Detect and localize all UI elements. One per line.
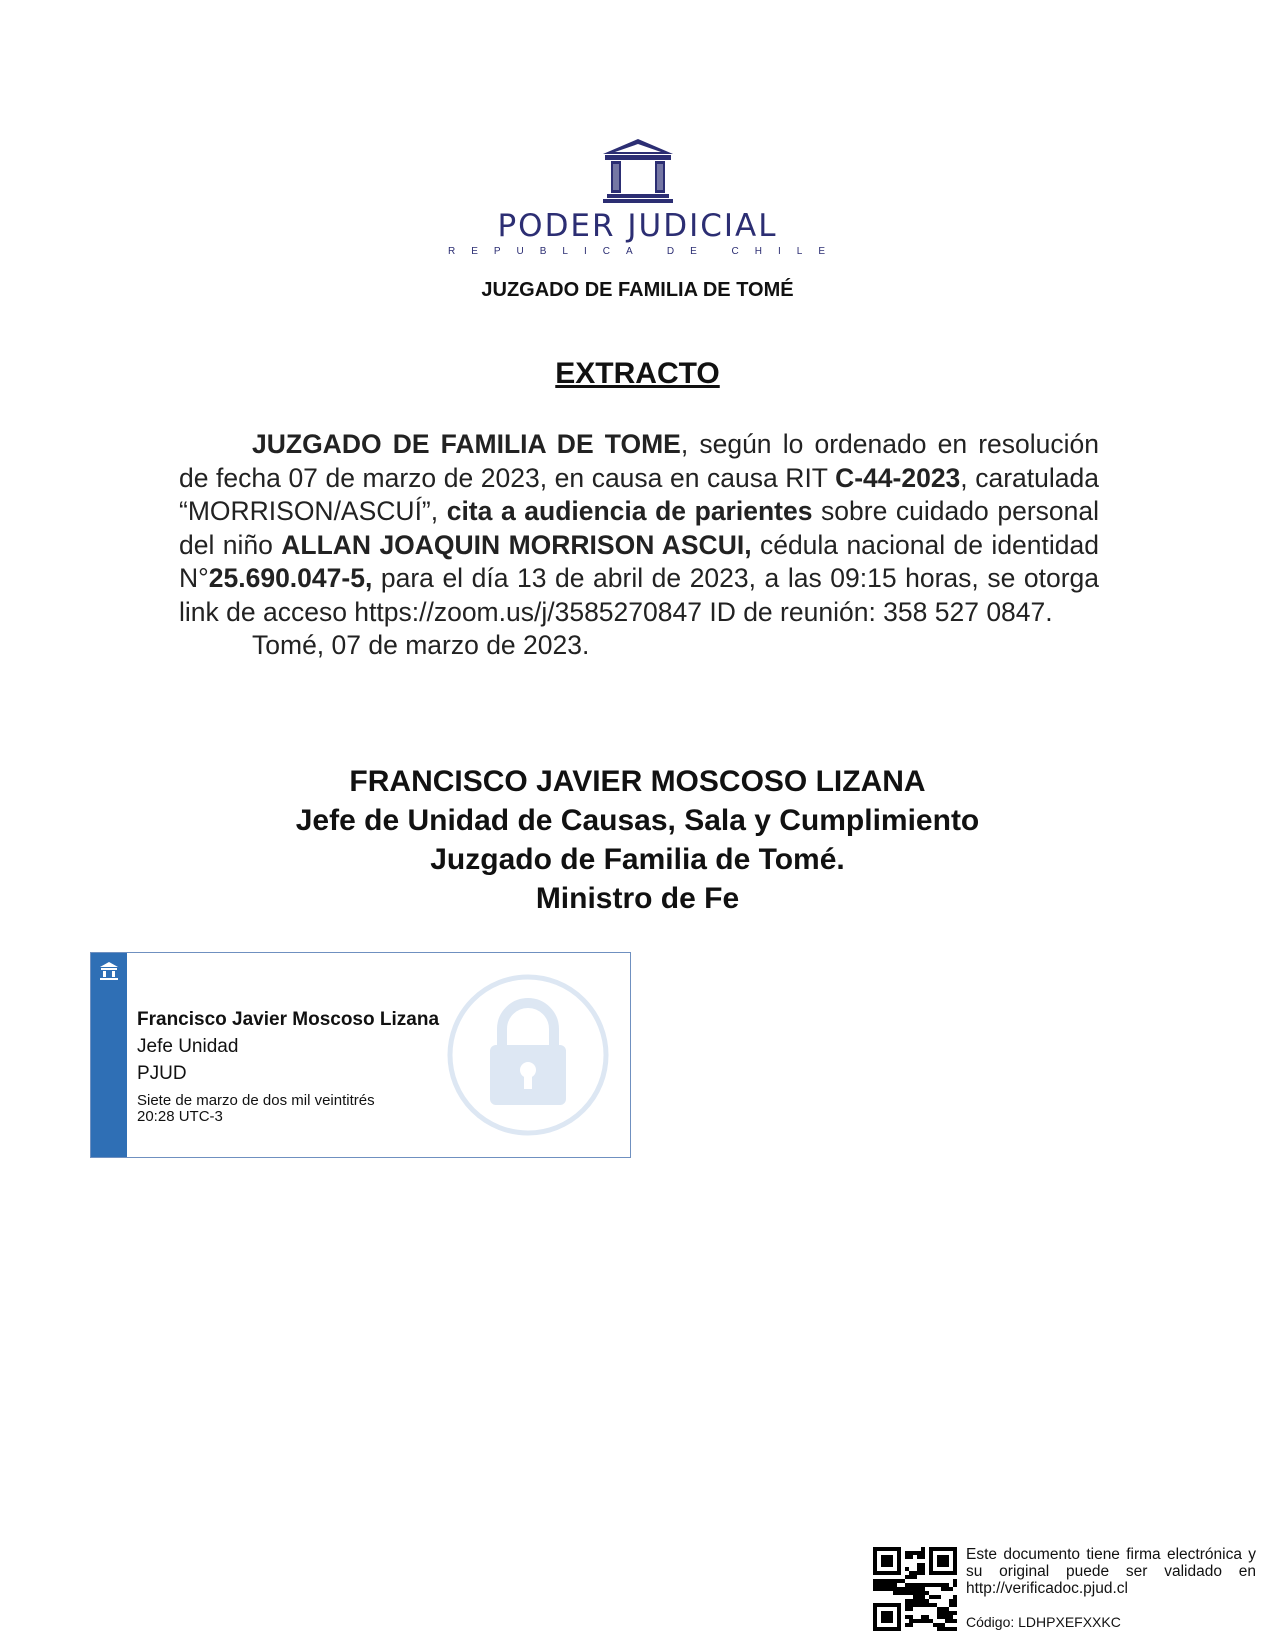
text-run: sobre cuidado personal del niño [179, 496, 1099, 560]
signer-title: Ministro de Fe [535, 882, 740, 915]
document-body [179, 428, 1099, 663]
stamp-timestamp [137, 1093, 375, 1125]
poder-judicial-logo [0, 137, 1275, 258]
bold-run: cita a audiencia de parientes [446, 496, 813, 526]
stamp-signer-role: Jefe Unidad [137, 1036, 239, 1057]
qr-code-icon [873, 1547, 957, 1631]
electronic-signature-stamp [90, 952, 631, 1158]
verification-code: Código: LDHPXEFXXKC [966, 1614, 1121, 1630]
text-run: cédula nacional de identidad N° [179, 529, 1099, 593]
stamp-organization: PJUD [137, 1063, 187, 1084]
stamp-signer-name: Francisco Javier Moscoso Lizana [137, 1009, 440, 1030]
bold-run: C-44-2023 [835, 462, 961, 493]
signer-role: Jefe de Unidad de Causas, Sala y Cumplimiento [295, 804, 980, 837]
text-run: , según lo ordenado en resolución de fecha 07 de marzo de 2023, en causa en causa RIT [179, 429, 1100, 493]
logo-wordmark: PODER JUDICIAL [497, 208, 778, 244]
body-paragraph [179, 428, 1099, 629]
stamp-side-bar [91, 953, 127, 1157]
bold-run: JUZGADO DE FAMILIA DE TOME [252, 429, 681, 459]
bold-run: 25.690.047-5, [208, 563, 373, 593]
padlock-icon [446, 973, 610, 1137]
stamp-time-text: 20:28 UTC-3 [137, 1108, 223, 1125]
verification-notice: Este documento tiene firma electrónica y su original puede ser validado en http://verificadoc.pjud.cl [966, 1546, 1256, 1597]
body-date-line: Tomé, 07 de marzo de 2023. [252, 630, 590, 660]
courthouse-icon [99, 961, 119, 981]
text-run: para el día 13 de abril de 2023, a las 09:15 horas, se otorga link de acceso https://zoom.us/j/3585270847 ID de reunión: 358 527 0847. [179, 563, 1099, 627]
bold-run: ALLAN JOAQUIN MORRISON ASCUI, [281, 529, 752, 560]
text-run: , caratulada “MORRISON/ASCUÍ”, [179, 462, 1099, 526]
signer-name: FRANCISCO JAVIER MOSCOSO LIZANA [349, 765, 926, 798]
logo-subtitle: REPUBLICA DE CHILE [447, 246, 842, 257]
court-name: JUZGADO DE FAMILIA DE TOMÉ [481, 279, 794, 301]
document-title: EXTRACTO [555, 357, 720, 390]
courthouse-icon [600, 137, 676, 203]
stamp-date-text: Siete de marzo de dos mil veintitrés [137, 1092, 375, 1109]
signer-court: Juzgado de Familia de Tomé. [430, 843, 845, 876]
signature-block [0, 762, 1275, 918]
